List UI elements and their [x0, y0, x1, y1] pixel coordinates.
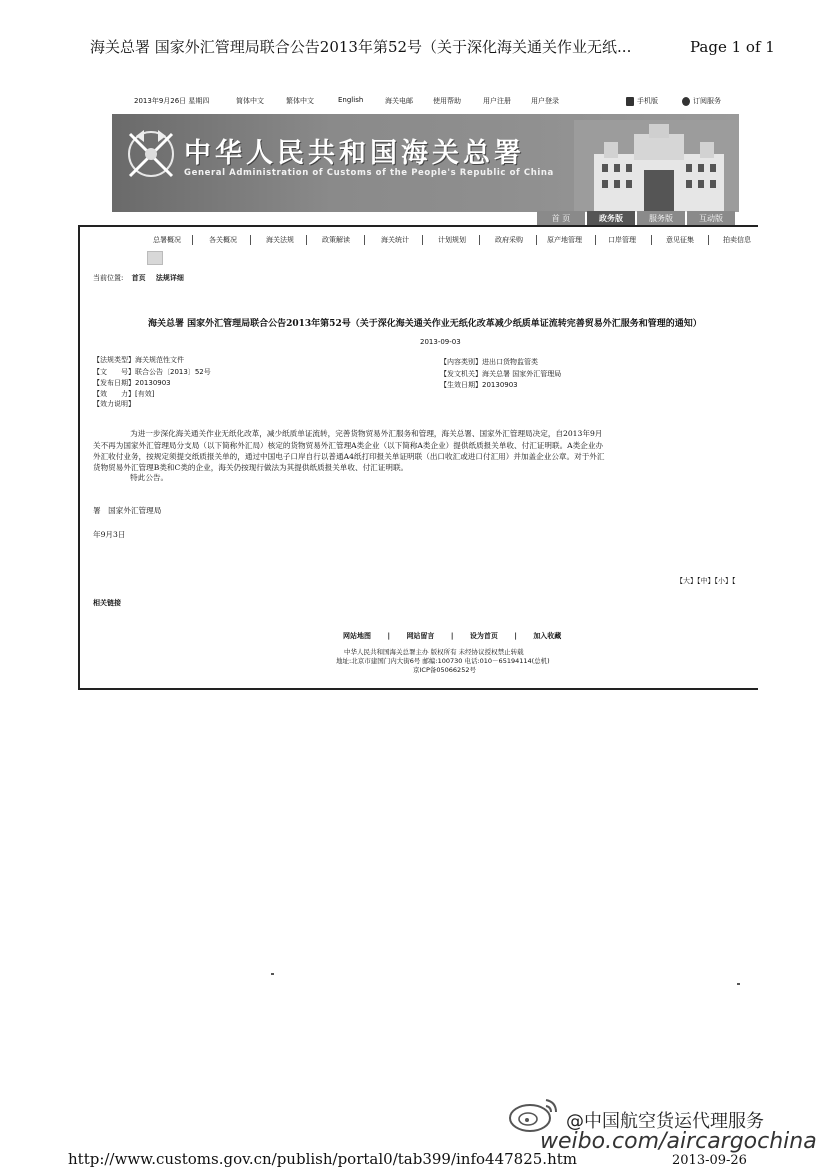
footer-separator: |	[514, 632, 517, 640]
nav-item-procurement[interactable]: 政府采购	[495, 236, 523, 244]
meta-issuing-authority: 【发文机关】海关总署 国家外汇管理局	[440, 370, 562, 378]
banner-title-chinese: 中华人民共和国海关总署	[184, 138, 525, 169]
nav-item-auction[interactable]: 拍卖信息	[723, 236, 751, 244]
nav-separator	[306, 235, 307, 245]
print-header-title: 海关总署 国家外汇管理局联合公告2013年第52号（关于深化海关通关作业无纸...	[90, 38, 632, 56]
tab-government[interactable]: 政务版	[587, 211, 635, 226]
nav-item-origin[interactable]: 原产地管理	[547, 236, 582, 244]
nav-separator	[250, 235, 251, 245]
breadcrumb-current: 法规详细	[155, 274, 184, 282]
link-traditional-chinese[interactable]: 繁体中文	[286, 97, 314, 105]
footer-link-bookmark[interactable]: 加入收藏	[533, 632, 562, 640]
meta-regulation-type: 【法规类型】海关规范性文件	[93, 356, 184, 364]
portal-tabs	[537, 211, 737, 226]
tab-service[interactable]: 服务版	[637, 211, 685, 226]
footer-link-sitemap[interactable]: 网站地图	[343, 632, 371, 640]
nav-separator	[651, 235, 652, 245]
link-help[interactable]: 使用帮助	[433, 97, 461, 105]
meta-effective-date: 【生效日期】20130903	[440, 381, 518, 389]
rss-icon	[682, 97, 690, 106]
nav-separator	[479, 235, 480, 245]
nav-separator	[422, 235, 423, 245]
link-register[interactable]: 用户注册	[483, 97, 511, 105]
nav-item-overview[interactable]: 总署概况	[153, 236, 181, 244]
link-english[interactable]: English	[338, 96, 364, 104]
footer-address: 地址:北京市建国门内大街6号 邮编:100730 电话:010－65194114(总机)	[336, 657, 550, 665]
footer-link-message[interactable]: 网站留言	[406, 632, 435, 640]
print-page-number: Page 1 of 1	[690, 38, 775, 56]
font-size-controls[interactable]: 【大】【中】【小】【	[676, 577, 736, 585]
meta-validity-note: 【效力说明】	[93, 400, 135, 408]
customs-emblem-icon	[122, 124, 180, 186]
subscribe-link[interactable]	[682, 96, 721, 106]
meta-document-number: 【文 号】联合公告〔2013〕52号	[93, 368, 211, 376]
nav-separator	[192, 235, 193, 245]
nav-separator	[364, 235, 365, 245]
tab-home[interactable]: 首 页	[537, 211, 585, 226]
watermark-url: weibo.com/aircargochina	[540, 1129, 817, 1154]
body-line: 外汇收付业务，按规定须提交纸质报关单的，通过中国电子口岸自行以普通A4纸打印报关单证明联（出口收汇或进口付汇用）并加盖企业公章。对于外汇	[93, 452, 605, 461]
nav-separator	[595, 235, 596, 245]
meta-publish-date: 【发布日期】20130903	[93, 379, 171, 387]
nav-item-regulations[interactable]: 海关法规	[266, 236, 294, 244]
nav-item-policy[interactable]: 政策解读	[322, 236, 350, 244]
nav-item-branches[interactable]: 各关概况	[209, 236, 237, 244]
nav-item-feedback[interactable]: 意见征集	[666, 236, 694, 244]
footer-icp: 京ICP备05066252号	[413, 666, 476, 674]
related-links-heading: 相关链接	[93, 599, 121, 607]
scan-speck	[737, 983, 740, 985]
meta-content-category: 【内容类别】进出口货物监管类	[440, 358, 538, 366]
customs-building-image	[574, 120, 739, 212]
main-navigation	[146, 235, 760, 247]
nav-item-statistics[interactable]: 海关统计	[381, 236, 409, 244]
body-line: 关不再为国家外汇管理局分支局（以下简称外汇局）核定的货物贸易外汇管理A类企业（以下简称A类企业）提供纸质报关单收、付汇证明联。A类企业办	[93, 441, 604, 450]
footer-separator: |	[450, 632, 454, 640]
link-customs-email[interactable]: 海关电邮	[385, 97, 413, 105]
mobile-link[interactable]	[626, 96, 658, 106]
site-banner	[112, 114, 739, 212]
body-line: 特此公告。	[115, 473, 169, 482]
weibo-logo-icon	[506, 1094, 562, 1134]
footer-separator: |	[387, 632, 390, 640]
mobile-phone-icon	[626, 97, 634, 106]
subscribe-label: 订阅服务	[693, 97, 721, 105]
breadcrumb	[93, 273, 184, 283]
nav-item-port[interactable]: 口岸管理	[608, 236, 636, 244]
breadcrumb-label: 当前位置:	[93, 274, 124, 282]
page-icon	[147, 251, 163, 265]
top-utility-bar	[132, 96, 742, 110]
nav-separator	[536, 235, 537, 245]
document-sign-date: 年9月3日	[93, 530, 126, 539]
link-simplified-chinese[interactable]: 简体中文	[236, 97, 264, 105]
print-footer-date: 2013-09-26	[672, 1153, 747, 1168]
mobile-label: 手机版	[637, 97, 658, 105]
footer-links	[343, 631, 561, 641]
current-date: 2013年9月26日 星期四	[134, 97, 210, 105]
nav-separator	[708, 235, 709, 245]
body-line: 为进一步深化海关通关作业无纸化改革，减少纸质单证流转，完善货物贸易外汇服务和管理，海关总署、国家外汇管理局决定，自2013年9月	[115, 429, 603, 438]
document-signature: 署 国家外汇管理局	[93, 506, 162, 515]
document-date: 2013-09-03	[420, 338, 461, 346]
link-login[interactable]: 用户登录	[531, 97, 559, 105]
watermark-handle: @中国航空货运代理服务	[566, 1111, 764, 1132]
breadcrumb-home[interactable]: 首页	[131, 274, 146, 282]
nav-item-planning[interactable]: 计划规划	[438, 236, 466, 244]
body-line: 货物贸易外汇管理B类和C类的企业，海关仍按现行做法为其提供纸质报关单收、付汇证明联。	[93, 463, 409, 472]
meta-validity: 【效 力】[有效]	[93, 390, 155, 398]
print-footer-url: http://www.customs.gov.cn/publish/portal0/tab399/info447825.htm	[68, 1150, 577, 1168]
banner-title-english: General Administration of Customs of the People's Republic of China	[184, 168, 554, 178]
tab-interactive[interactable]: 互动版	[687, 211, 735, 226]
scan-speck	[271, 973, 274, 975]
document-title: 海关总署 国家外汇管理局联合公告2013年第52号（关于深化海关通关作业无纸化改革减少纸质单证流转完善贸易外汇服务和管理的通知）	[148, 319, 702, 329]
footer-copyright: 中华人民共和国海关总署主办 版权所有 未经协议授权禁止转载	[344, 648, 524, 656]
footer-link-set-homepage[interactable]: 设为首页	[469, 632, 498, 640]
